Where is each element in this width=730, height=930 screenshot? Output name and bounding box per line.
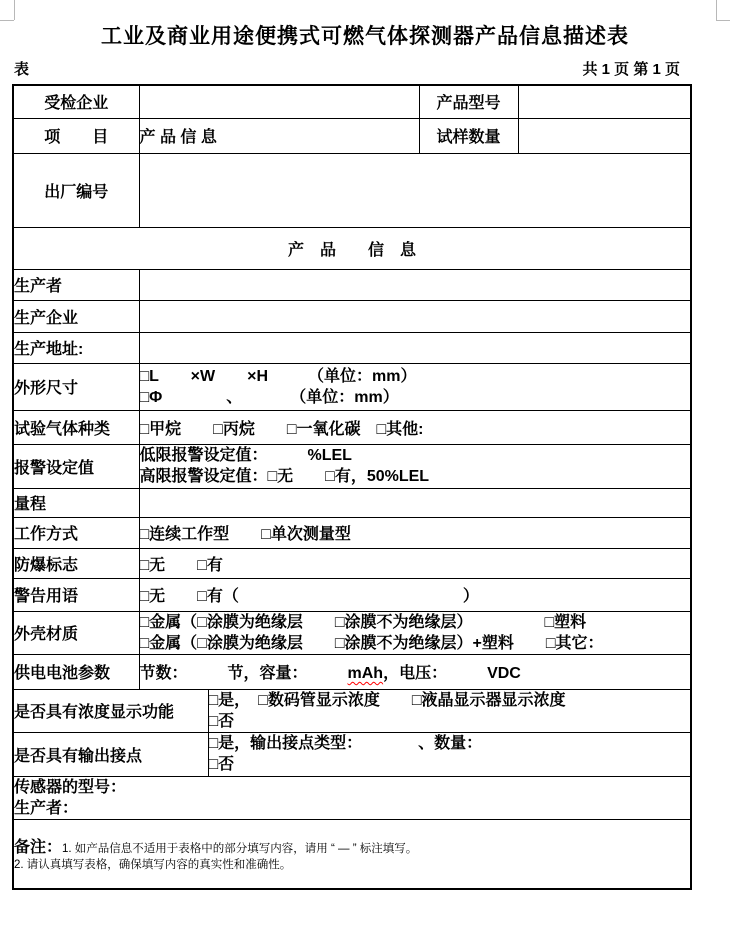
concentration-display-options[interactable] [208, 689, 691, 732]
product-model-value[interactable] [518, 85, 691, 118]
row-output-contact [13, 732, 691, 776]
production-address-label: 生产地址: [13, 332, 139, 363]
row-dimensions [13, 363, 691, 410]
output-contact-label: 是否具有输出接点 [13, 732, 208, 776]
row-factory-serial [13, 153, 691, 227]
section-header-title: 产 品 信 息 [13, 227, 691, 269]
remarks-note-1: 1. 如产品信息不适用于表格中的部分填写内容，请用 “ — ” 标注填写。 [62, 842, 418, 855]
margin-mark-top-left-vertical [14, 0, 15, 20]
output-contact-options[interactable] [208, 732, 691, 776]
dimensions-options[interactable] [139, 363, 691, 410]
battery-parameters-label: 供电电池参数 [13, 654, 139, 689]
alarm-low-limit-line[interactable]: 低限报警设定值： %LEL [139, 447, 352, 464]
battery-parameters-value[interactable] [139, 654, 691, 689]
row-inspected-company [13, 85, 691, 118]
alarm-setpoint-label: 报警设定值 [13, 444, 139, 488]
sensor-model-line[interactable]: 传感器的型号： [14, 778, 127, 796]
remarks-note-2: 2. 请认真填写表格，确保填写内容的真实性和准确性。 [14, 858, 292, 871]
shell-material-label: 外壳材质 [13, 611, 139, 654]
measuring-range-label: 量程 [13, 488, 139, 517]
concentration-display-label: 是否具有浓度显示功能 [13, 689, 208, 732]
row-warning-wording [13, 578, 691, 611]
row-production-address [13, 332, 691, 363]
warning-wording-label: 警告用语 [13, 578, 139, 611]
warning-wording-options[interactable]: □无 □有（ ） [139, 578, 691, 611]
sensor-producer-line[interactable]: 生产者： [14, 799, 79, 817]
row-section-header [13, 227, 691, 269]
factory-serial-label: 出厂编号 [13, 153, 139, 227]
factory-serial-value[interactable] [139, 153, 691, 227]
battery-cells-capacity-text: 节数： 节，容量： [139, 665, 348, 682]
table-mark-label: 表 [14, 61, 30, 78]
row-battery-parameters [13, 654, 691, 689]
remarks-first-line [14, 834, 690, 857]
row-test-gas [13, 410, 691, 444]
sample-qty-label: 试样数量 [419, 118, 518, 153]
explosion-proof-mark-label: 防爆标志 [13, 548, 139, 578]
document-title: 工业及商业用途便携式可燃气体探测器产品信息描述表 [101, 25, 629, 48]
dimensions-line-cylindrical[interactable]: □Φ 、 （单位：mm） [139, 388, 399, 406]
row-shell-material [13, 611, 691, 654]
battery-voltage-text: ，电压： VDC [383, 665, 521, 682]
row-producer [13, 269, 691, 300]
battery-unit-spellcheck-text: mAh [347, 665, 384, 682]
product-info-table [12, 84, 692, 890]
production-address-value[interactable] [139, 332, 691, 363]
work-mode-label: 工作方式 [13, 517, 139, 548]
dimensions-line-rectangular[interactable]: □L ×W ×H （单位：mm） [139, 367, 417, 385]
margin-mark-top-right-vertical [716, 0, 717, 20]
shell-material-line-metal[interactable]: □金属（□涂膜为绝缘层 □涂膜不为绝缘层） □塑料 [139, 613, 587, 631]
page-count-info: 共 1 页 第 1 页 [582, 61, 680, 78]
manufacturer-value[interactable] [139, 300, 691, 332]
remarks-cell [13, 819, 691, 889]
work-mode-options[interactable]: □连续工作型 □单次测量型 [139, 517, 691, 548]
test-gas-label: 试验气体种类 [13, 410, 139, 444]
row-sensor-info [13, 776, 691, 819]
shell-material-line-metal-plastic[interactable]: □金属（□涂膜为绝缘层 □涂膜不为绝缘层）+塑料 □其它： [139, 634, 604, 652]
test-gas-options[interactable]: □甲烷 □丙烷 □一氧化碳 □其他: [139, 410, 691, 444]
row-explosion-proof-mark [13, 548, 691, 578]
item-label: 项 目 [13, 118, 139, 153]
row-remarks [13, 819, 691, 889]
manufacturer-label: 生产企业 [13, 300, 139, 332]
shell-material-options[interactable] [139, 611, 691, 654]
alarm-setpoint-options[interactable] [139, 444, 691, 488]
producer-value[interactable] [139, 269, 691, 300]
concentration-display-yes-line[interactable]: □是， □数码管显示浓度 □液晶显示器显示浓度 [208, 691, 566, 709]
producer-label: 生产者 [13, 269, 139, 300]
inspected-company-value[interactable] [139, 85, 419, 118]
alarm-high-limit-line[interactable]: 高限报警设定值：□无 □有，50%LEL [139, 468, 430, 485]
sample-qty-value[interactable] [518, 118, 691, 153]
inspected-company-label: 受检企业 [13, 85, 139, 118]
product-model-label: 产品型号 [419, 85, 518, 118]
row-alarm-setpoint [13, 444, 691, 488]
measuring-range-value[interactable] [139, 488, 691, 517]
row-manufacturer [13, 300, 691, 332]
dimensions-label: 外形尺寸 [13, 363, 139, 410]
output-contact-no-line[interactable]: □否 [208, 756, 235, 773]
output-contact-yes-line[interactable]: □是，输出接点类型： 、数量： [208, 735, 483, 752]
row-work-mode [13, 517, 691, 548]
row-measuring-range [13, 488, 691, 517]
sensor-info-cell[interactable] [13, 776, 691, 819]
concentration-display-no-line[interactable]: □否 [208, 712, 235, 730]
row-item-header [13, 118, 691, 153]
explosion-proof-mark-options[interactable]: □无 □有 [139, 548, 691, 578]
item-value: 产 品 信 息 [139, 118, 419, 153]
row-concentration-display [13, 689, 691, 732]
remarks-label: 备注： [14, 838, 63, 856]
